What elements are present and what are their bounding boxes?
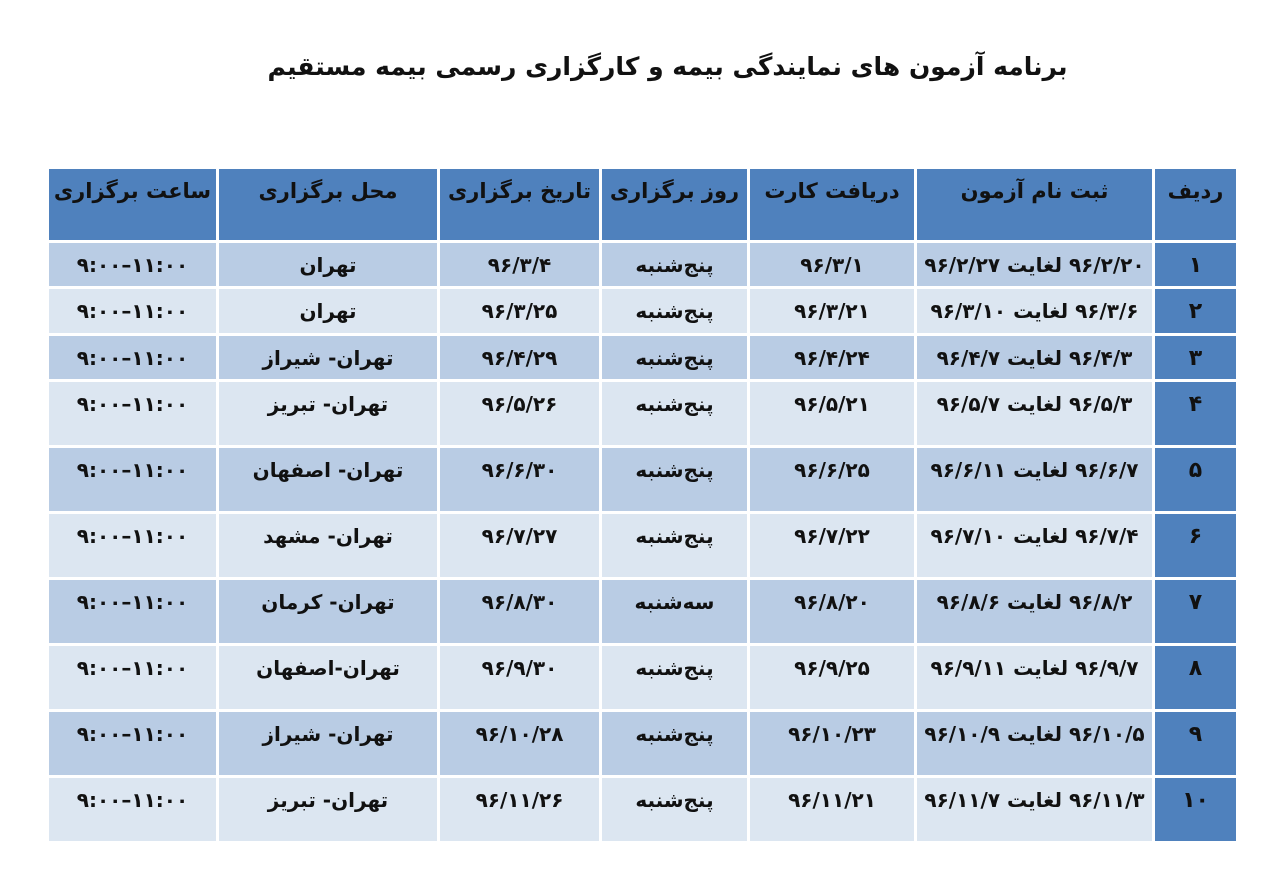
exam-date-cell: ۹۶/۳/۲۵ xyxy=(439,288,601,335)
exam-day-cell: پنج‌شنبه xyxy=(601,288,749,335)
table-row xyxy=(48,777,1238,843)
card-receipt-cell: ۹۶/۶/۲۵ xyxy=(749,447,916,513)
exam-day-cell: پنج‌شنبه xyxy=(601,335,749,381)
exam-time-cell: ۹:۰۰–۱۱:۰۰ xyxy=(48,777,218,843)
row-number: ۱۰ xyxy=(1154,777,1238,843)
row-number: ۲ xyxy=(1154,288,1238,335)
exam-day-cell: پنج‌شنبه xyxy=(601,645,749,711)
exam-location-cell: تهران- اصفهان xyxy=(218,447,439,513)
page-title: برنامه آزمون های نمایندگی بیمه و کارگزاری رسمی بیمه مستقیم xyxy=(267,52,1068,81)
table-row xyxy=(48,447,1238,513)
exam-time-cell: ۹:۰۰–۱۱:۰۰ xyxy=(48,447,218,513)
exam-location-cell: تهران-اصفهان xyxy=(218,645,439,711)
row-number: ۹ xyxy=(1154,711,1238,777)
table-row xyxy=(48,242,1238,288)
exam-location-cell: تهران- مشهد xyxy=(218,513,439,579)
exam-date-cell: ۹۶/۸/۳۰ xyxy=(439,579,601,645)
exam-date-cell: ۹۶/۱۱/۲۶ xyxy=(439,777,601,843)
registration-cell: ۹۶/۹/۷ لغایت ۹۶/۹/۱۱ xyxy=(916,645,1154,711)
exam-location-cell: تهران- کرمان xyxy=(218,579,439,645)
row-number: ۷ xyxy=(1154,579,1238,645)
exam-time-cell: ۹:۰۰–۱۱:۰۰ xyxy=(48,288,218,335)
exam-day-cell: سه‌شنبه xyxy=(601,579,749,645)
table-row xyxy=(48,711,1238,777)
exam-date-cell: ۹۶/۵/۲۶ xyxy=(439,381,601,447)
exam-location-cell: تهران- شیراز xyxy=(218,711,439,777)
exam-day-cell: پنج‌شنبه xyxy=(601,513,749,579)
row-number: ۱ xyxy=(1154,242,1238,288)
exam-location-cell: تهران- تبریز xyxy=(218,381,439,447)
table-row xyxy=(48,381,1238,447)
header-exam-time: ساعت برگزاری xyxy=(48,168,218,242)
exam-date-cell: ۹۶/۱۰/۲۸ xyxy=(439,711,601,777)
registration-cell: ۹۶/۸/۲ لغایت ۹۶/۸/۶ xyxy=(916,579,1154,645)
header-exam-date: تاریخ برگزاری xyxy=(439,168,601,242)
card-receipt-cell: ۹۶/۳/۲۱ xyxy=(749,288,916,335)
exam-date-cell: ۹۶/۹/۳۰ xyxy=(439,645,601,711)
table-row xyxy=(48,513,1238,579)
card-receipt-cell: ۹۶/۷/۲۲ xyxy=(749,513,916,579)
exam-schedule-table xyxy=(46,166,1239,844)
registration-cell: ۹۶/۳/۶ لغایت ۹۶/۳/۱۰ xyxy=(916,288,1154,335)
exam-location-cell: تهران- شیراز xyxy=(218,335,439,381)
exam-location-cell: تهران xyxy=(218,288,439,335)
exam-location-cell: تهران xyxy=(218,242,439,288)
exam-time-cell: ۹:۰۰–۱۱:۰۰ xyxy=(48,381,218,447)
registration-cell: ۹۶/۱۱/۳ لغایت ۹۶/۱۱/۷ xyxy=(916,777,1154,843)
exam-day-cell: پنج‌شنبه xyxy=(601,447,749,513)
row-number: ۵ xyxy=(1154,447,1238,513)
header-card-receipt: دریافت کارت xyxy=(749,168,916,242)
header-row xyxy=(48,168,1238,242)
exam-day-cell: پنج‌شنبه xyxy=(601,242,749,288)
registration-cell: ۹۶/۱۰/۵ لغایت ۹۶/۱۰/۹ xyxy=(916,711,1154,777)
card-receipt-cell: ۹۶/۱۱/۲۱ xyxy=(749,777,916,843)
registration-cell: ۹۶/۷/۴ لغایت ۹۶/۷/۱۰ xyxy=(916,513,1154,579)
exam-time-cell: ۹:۰۰–۱۱:۰۰ xyxy=(48,711,218,777)
exam-time-cell: ۹:۰۰–۱۱:۰۰ xyxy=(48,513,218,579)
row-number: ۸ xyxy=(1154,645,1238,711)
card-receipt-cell: ۹۶/۵/۲۱ xyxy=(749,381,916,447)
exam-date-cell: ۹۶/۷/۲۷ xyxy=(439,513,601,579)
header-row-number: ردیف xyxy=(1154,168,1238,242)
table-row xyxy=(48,579,1238,645)
exam-date-cell: ۹۶/۶/۳۰ xyxy=(439,447,601,513)
registration-cell: ۹۶/۵/۳ لغایت ۹۶/۵/۷ xyxy=(916,381,1154,447)
exam-time-cell: ۹:۰۰–۱۱:۰۰ xyxy=(48,242,218,288)
exam-day-cell: پنج‌شنبه xyxy=(601,777,749,843)
exam-location-cell: تهران- تبریز xyxy=(218,777,439,843)
row-number: ۴ xyxy=(1154,381,1238,447)
card-receipt-cell: ۹۶/۴/۲۴ xyxy=(749,335,916,381)
registration-cell: ۹۶/۲/۲۰ لغایت ۹۶/۲/۲۷ xyxy=(916,242,1154,288)
row-number: ۶ xyxy=(1154,513,1238,579)
registration-cell: ۹۶/۴/۳ لغایت ۹۶/۴/۷ xyxy=(916,335,1154,381)
table-row xyxy=(48,335,1238,381)
header-registration: ثبت نام آزمون xyxy=(916,168,1154,242)
exam-time-cell: ۹:۰۰–۱۱:۰۰ xyxy=(48,579,218,645)
card-receipt-cell: ۹۶/۳/۱ xyxy=(749,242,916,288)
row-number: ۳ xyxy=(1154,335,1238,381)
card-receipt-cell: ۹۶/۱۰/۲۳ xyxy=(749,711,916,777)
exam-day-cell: پنج‌شنبه xyxy=(601,711,749,777)
card-receipt-cell: ۹۶/۹/۲۵ xyxy=(749,645,916,711)
registration-cell: ۹۶/۶/۷ لغایت ۹۶/۶/۱۱ xyxy=(916,447,1154,513)
exam-date-cell: ۹۶/۴/۲۹ xyxy=(439,335,601,381)
exam-time-cell: ۹:۰۰–۱۱:۰۰ xyxy=(48,645,218,711)
header-exam-location: محل برگزاری xyxy=(218,168,439,242)
exam-time-cell: ۹:۰۰–۱۱:۰۰ xyxy=(48,335,218,381)
card-receipt-cell: ۹۶/۸/۲۰ xyxy=(749,579,916,645)
header-exam-day: روز برگزاری xyxy=(601,168,749,242)
table-row xyxy=(48,645,1238,711)
exam-day-cell: پنج‌شنبه xyxy=(601,381,749,447)
exam-date-cell: ۹۶/۳/۴ xyxy=(439,242,601,288)
table-row xyxy=(48,288,1238,335)
